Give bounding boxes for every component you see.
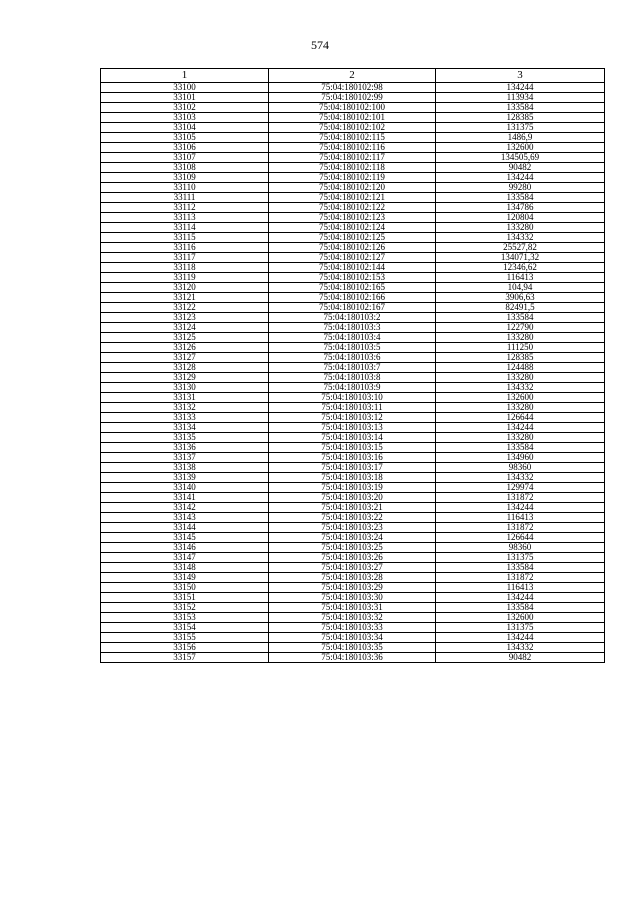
row-number-cell: 33107 bbox=[101, 153, 269, 163]
value-cell: 133584 bbox=[436, 193, 605, 203]
row-number-cell: 33112 bbox=[101, 203, 269, 213]
row-number-cell: 33143 bbox=[101, 513, 269, 523]
table-row bbox=[101, 223, 605, 233]
row-number-cell: 33109 bbox=[101, 173, 269, 183]
table-row bbox=[101, 273, 605, 283]
cadastral-number-cell: 75:04:180102:153 bbox=[269, 273, 436, 283]
value-cell: 133584 bbox=[436, 443, 605, 453]
table-row bbox=[101, 203, 605, 213]
value-cell: 25527,82 bbox=[436, 243, 605, 253]
cadastral-number-cell: 75:04:180103:35 bbox=[269, 643, 436, 653]
value-cell: 111250 bbox=[436, 343, 605, 353]
cadastral-number-cell: 75:04:180103:14 bbox=[269, 433, 436, 443]
row-number-cell: 33144 bbox=[101, 523, 269, 533]
row-number-cell: 33123 bbox=[101, 313, 269, 323]
table-row bbox=[101, 593, 605, 603]
value-cell: 134332 bbox=[436, 383, 605, 393]
value-cell: 98360 bbox=[436, 543, 605, 553]
table-row bbox=[101, 623, 605, 633]
cadastral-number-cell: 75:04:180102:121 bbox=[269, 193, 436, 203]
table-row bbox=[101, 523, 605, 533]
column-header-2: 2 bbox=[269, 69, 436, 83]
value-cell: 132600 bbox=[436, 613, 605, 623]
value-cell: 133280 bbox=[436, 403, 605, 413]
value-cell: 131375 bbox=[436, 623, 605, 633]
value-cell: 134244 bbox=[436, 633, 605, 643]
row-number-cell: 33149 bbox=[101, 573, 269, 583]
cadastral-number-cell: 75:04:180103:18 bbox=[269, 473, 436, 483]
row-number-cell: 33120 bbox=[101, 283, 269, 293]
cadastral-number-cell: 75:04:180103:9 bbox=[269, 383, 436, 393]
value-cell: 133584 bbox=[436, 313, 605, 323]
column-header-1: 1 bbox=[101, 69, 269, 83]
row-number-cell: 33137 bbox=[101, 453, 269, 463]
cadastral-number-cell: 75:04:180103:12 bbox=[269, 413, 436, 423]
row-number-cell: 33148 bbox=[101, 563, 269, 573]
table-row bbox=[101, 453, 605, 463]
value-cell: 126644 bbox=[436, 413, 605, 423]
table-row bbox=[101, 433, 605, 443]
value-cell: 133280 bbox=[436, 223, 605, 233]
table-body bbox=[101, 83, 605, 663]
row-number-cell: 33119 bbox=[101, 273, 269, 283]
table-row bbox=[101, 383, 605, 393]
table-row bbox=[101, 513, 605, 523]
row-number-cell: 33115 bbox=[101, 233, 269, 243]
cadastral-number-cell: 75:04:180103:5 bbox=[269, 343, 436, 353]
table-row bbox=[101, 373, 605, 383]
row-number-cell: 33124 bbox=[101, 323, 269, 333]
table-row bbox=[101, 543, 605, 553]
cadastral-number-cell: 75:04:180102:99 bbox=[269, 93, 436, 103]
table-row bbox=[101, 633, 605, 643]
cadastral-number-cell: 75:04:180102:102 bbox=[269, 123, 436, 133]
cadastral-number-cell: 75:04:180103:8 bbox=[269, 373, 436, 383]
value-cell: 134332 bbox=[436, 643, 605, 653]
value-cell: 133584 bbox=[436, 103, 605, 113]
table-row bbox=[101, 93, 605, 103]
cadastral-number-cell: 75:04:180103:31 bbox=[269, 603, 436, 613]
cadastral-number-cell: 75:04:180103:25 bbox=[269, 543, 436, 553]
value-cell: 133280 bbox=[436, 333, 605, 343]
row-number-cell: 33140 bbox=[101, 483, 269, 493]
cadastral-number-cell: 75:04:180103:17 bbox=[269, 463, 436, 473]
cadastral-number-cell: 75:04:180103:29 bbox=[269, 583, 436, 593]
table-row bbox=[101, 643, 605, 653]
cadastral-number-cell: 75:04:180102:167 bbox=[269, 303, 436, 313]
value-cell: 116413 bbox=[436, 513, 605, 523]
row-number-cell: 33152 bbox=[101, 603, 269, 613]
cadastral-number-cell: 75:04:180102:100 bbox=[269, 103, 436, 113]
value-cell: 134332 bbox=[436, 233, 605, 243]
value-cell: 134332 bbox=[436, 473, 605, 483]
value-cell: 134505,69 bbox=[436, 153, 605, 163]
table-row bbox=[101, 263, 605, 273]
table-row bbox=[101, 243, 605, 253]
value-cell: 133280 bbox=[436, 433, 605, 443]
table-row bbox=[101, 173, 605, 183]
row-number-cell: 33156 bbox=[101, 643, 269, 653]
value-cell: 131375 bbox=[436, 553, 605, 563]
cadastral-number-cell: 75:04:180103:22 bbox=[269, 513, 436, 523]
cadastral-number-cell: 75:04:180103:2 bbox=[269, 313, 436, 323]
cadastral-number-cell: 75:04:180103:27 bbox=[269, 563, 436, 573]
row-number-cell: 33129 bbox=[101, 373, 269, 383]
table-row bbox=[101, 483, 605, 493]
table-row bbox=[101, 303, 605, 313]
table-row bbox=[101, 463, 605, 473]
value-cell: 3906,63 bbox=[436, 293, 605, 303]
page-number: 574 bbox=[311, 38, 329, 52]
value-cell: 124488 bbox=[436, 363, 605, 373]
row-number-cell: 33146 bbox=[101, 543, 269, 553]
cadastral-number-cell: 75:04:180102:166 bbox=[269, 293, 436, 303]
cadastral-number-cell: 75:04:180103:13 bbox=[269, 423, 436, 433]
cadastral-number-cell: 75:04:180102:118 bbox=[269, 163, 436, 173]
value-cell: 99280 bbox=[436, 183, 605, 193]
table-header bbox=[101, 69, 605, 83]
table-row bbox=[101, 503, 605, 513]
table-row bbox=[101, 313, 605, 323]
table-row bbox=[101, 143, 605, 153]
value-cell: 98360 bbox=[436, 463, 605, 473]
row-number-cell: 33126 bbox=[101, 343, 269, 353]
cadastral-number-cell: 75:04:180103:24 bbox=[269, 533, 436, 543]
row-number-cell: 33132 bbox=[101, 403, 269, 413]
row-number-cell: 33150 bbox=[101, 583, 269, 593]
value-cell: 113934 bbox=[436, 93, 605, 103]
table-row bbox=[101, 233, 605, 243]
cadastral-number-cell: 75:04:180102:126 bbox=[269, 243, 436, 253]
value-cell: 134244 bbox=[436, 423, 605, 433]
value-cell: 104,94 bbox=[436, 283, 605, 293]
table-row bbox=[101, 183, 605, 193]
value-cell: 131872 bbox=[436, 573, 605, 583]
value-cell: 133280 bbox=[436, 373, 605, 383]
cadastral-number-cell: 75:04:180103:11 bbox=[269, 403, 436, 413]
row-number-cell: 33141 bbox=[101, 493, 269, 503]
cadastral-number-cell: 75:04:180103:19 bbox=[269, 483, 436, 493]
cadastral-number-cell: 75:04:180102:120 bbox=[269, 183, 436, 193]
table-row bbox=[101, 493, 605, 503]
cadastral-number-cell: 75:04:180103:21 bbox=[269, 503, 436, 513]
table-row bbox=[101, 103, 605, 113]
column-header-3: 3 bbox=[436, 69, 605, 83]
row-number-cell: 33104 bbox=[101, 123, 269, 133]
value-cell: 126644 bbox=[436, 533, 605, 543]
row-number-cell: 33131 bbox=[101, 393, 269, 403]
cadastral-number-cell: 75:04:180103:36 bbox=[269, 653, 436, 663]
cadastral-number-cell: 75:04:180103:7 bbox=[269, 363, 436, 373]
table-row bbox=[101, 393, 605, 403]
cadastral-number-cell: 75:04:180102:98 bbox=[269, 83, 436, 93]
value-cell: 132600 bbox=[436, 393, 605, 403]
value-cell: 82491,5 bbox=[436, 303, 605, 313]
data-table bbox=[100, 68, 605, 663]
table-header-row bbox=[101, 69, 605, 83]
cadastral-number-cell: 75:04:180103:16 bbox=[269, 453, 436, 463]
cadastral-number-cell: 75:04:180103:4 bbox=[269, 333, 436, 343]
cadastral-number-cell: 75:04:180102:123 bbox=[269, 213, 436, 223]
table-row bbox=[101, 353, 605, 363]
row-number-cell: 33118 bbox=[101, 263, 269, 273]
table-row bbox=[101, 443, 605, 453]
value-cell: 90482 bbox=[436, 653, 605, 663]
row-number-cell: 33127 bbox=[101, 353, 269, 363]
table-row bbox=[101, 83, 605, 93]
row-number-cell: 33106 bbox=[101, 143, 269, 153]
table-row bbox=[101, 113, 605, 123]
row-number-cell: 33128 bbox=[101, 363, 269, 373]
table-row bbox=[101, 533, 605, 543]
row-number-cell: 33103 bbox=[101, 113, 269, 123]
cadastral-number-cell: 75:04:180102:116 bbox=[269, 143, 436, 153]
table-row bbox=[101, 323, 605, 333]
row-number-cell: 33125 bbox=[101, 333, 269, 343]
cadastral-number-cell: 75:04:180102:122 bbox=[269, 203, 436, 213]
cadastral-number-cell: 75:04:180102:117 bbox=[269, 153, 436, 163]
value-cell: 120804 bbox=[436, 213, 605, 223]
table-row bbox=[101, 153, 605, 163]
row-number-cell: 33157 bbox=[101, 653, 269, 663]
row-number-cell: 33102 bbox=[101, 103, 269, 113]
value-cell: 1486,9 bbox=[436, 133, 605, 143]
table-row bbox=[101, 413, 605, 423]
row-number-cell: 33136 bbox=[101, 443, 269, 453]
table-row bbox=[101, 163, 605, 173]
row-number-cell: 33110 bbox=[101, 183, 269, 193]
value-cell: 134244 bbox=[436, 173, 605, 183]
cadastral-number-cell: 75:04:180102:124 bbox=[269, 223, 436, 233]
row-number-cell: 33154 bbox=[101, 623, 269, 633]
table-row bbox=[101, 573, 605, 583]
value-cell: 128385 bbox=[436, 113, 605, 123]
value-cell: 128385 bbox=[436, 353, 605, 363]
cadastral-number-cell: 75:04:180103:34 bbox=[269, 633, 436, 643]
row-number-cell: 33138 bbox=[101, 463, 269, 473]
cadastral-number-cell: 75:04:180103:10 bbox=[269, 393, 436, 403]
cadastral-number-cell: 75:04:180102:115 bbox=[269, 133, 436, 143]
table-row bbox=[101, 363, 605, 373]
row-number-cell: 33117 bbox=[101, 253, 269, 263]
value-cell: 134244 bbox=[436, 593, 605, 603]
table-row bbox=[101, 193, 605, 203]
table-row bbox=[101, 403, 605, 413]
row-number-cell: 33145 bbox=[101, 533, 269, 543]
value-cell: 122790 bbox=[436, 323, 605, 333]
row-number-cell: 33105 bbox=[101, 133, 269, 143]
value-cell: 134960 bbox=[436, 453, 605, 463]
cadastral-number-cell: 75:04:180102:119 bbox=[269, 173, 436, 183]
row-number-cell: 33134 bbox=[101, 423, 269, 433]
cadastral-number-cell: 75:04:180103:30 bbox=[269, 593, 436, 603]
row-number-cell: 33113 bbox=[101, 213, 269, 223]
cadastral-number-cell: 75:04:180103:33 bbox=[269, 623, 436, 633]
value-cell: 116413 bbox=[436, 583, 605, 593]
value-cell: 133584 bbox=[436, 603, 605, 613]
row-number-cell: 33108 bbox=[101, 163, 269, 173]
value-cell: 133584 bbox=[436, 563, 605, 573]
table-row bbox=[101, 583, 605, 593]
value-cell: 134071,32 bbox=[436, 253, 605, 263]
cadastral-number-cell: 75:04:180103:23 bbox=[269, 523, 436, 533]
value-cell: 134244 bbox=[436, 83, 605, 93]
cadastral-number-cell: 75:04:180103:15 bbox=[269, 443, 436, 453]
table-row bbox=[101, 603, 605, 613]
cadastral-number-cell: 75:04:180102:101 bbox=[269, 113, 436, 123]
table-row bbox=[101, 553, 605, 563]
cadastral-number-cell: 75:04:180103:6 bbox=[269, 353, 436, 363]
value-cell: 132600 bbox=[436, 143, 605, 153]
table-row bbox=[101, 333, 605, 343]
row-number-cell: 33100 bbox=[101, 83, 269, 93]
cadastral-number-cell: 75:04:180103:28 bbox=[269, 573, 436, 583]
row-number-cell: 33114 bbox=[101, 223, 269, 233]
value-cell: 131375 bbox=[436, 123, 605, 133]
cadastral-number-cell: 75:04:180103:32 bbox=[269, 613, 436, 623]
value-cell: 90482 bbox=[436, 163, 605, 173]
row-number-cell: 33151 bbox=[101, 593, 269, 603]
table-row bbox=[101, 283, 605, 293]
row-number-cell: 33133 bbox=[101, 413, 269, 423]
table-row bbox=[101, 293, 605, 303]
cadastral-number-cell: 75:04:180103:26 bbox=[269, 553, 436, 563]
row-number-cell: 33139 bbox=[101, 473, 269, 483]
row-number-cell: 33101 bbox=[101, 93, 269, 103]
row-number-cell: 33142 bbox=[101, 503, 269, 513]
row-number-cell: 33130 bbox=[101, 383, 269, 393]
row-number-cell: 33147 bbox=[101, 553, 269, 563]
value-cell: 131872 bbox=[436, 523, 605, 533]
table-row bbox=[101, 563, 605, 573]
cadastral-number-cell: 75:04:180102:127 bbox=[269, 253, 436, 263]
row-number-cell: 33121 bbox=[101, 293, 269, 303]
row-number-cell: 33155 bbox=[101, 633, 269, 643]
row-number-cell: 33122 bbox=[101, 303, 269, 313]
table-row bbox=[101, 343, 605, 353]
value-cell: 12346,62 bbox=[436, 263, 605, 273]
row-number-cell: 33111 bbox=[101, 193, 269, 203]
value-cell: 129974 bbox=[436, 483, 605, 493]
row-number-cell: 33116 bbox=[101, 243, 269, 253]
table-row bbox=[101, 473, 605, 483]
row-number-cell: 33135 bbox=[101, 433, 269, 443]
value-cell: 131872 bbox=[436, 493, 605, 503]
value-cell: 134244 bbox=[436, 503, 605, 513]
value-cell: 134786 bbox=[436, 203, 605, 213]
table-row bbox=[101, 613, 605, 623]
value-cell: 116413 bbox=[436, 273, 605, 283]
table-row bbox=[101, 133, 605, 143]
cadastral-number-cell: 75:04:180102:144 bbox=[269, 263, 436, 273]
table-row bbox=[101, 253, 605, 263]
table-row bbox=[101, 653, 605, 663]
data-table-container bbox=[100, 68, 604, 663]
cadastral-number-cell: 75:04:180103:20 bbox=[269, 493, 436, 503]
row-number-cell: 33153 bbox=[101, 613, 269, 623]
cadastral-number-cell: 75:04:180102:165 bbox=[269, 283, 436, 293]
table-row bbox=[101, 423, 605, 433]
cadastral-number-cell: 75:04:180103:3 bbox=[269, 323, 436, 333]
cadastral-number-cell: 75:04:180102:125 bbox=[269, 233, 436, 243]
table-row bbox=[101, 213, 605, 223]
table-row bbox=[101, 123, 605, 133]
